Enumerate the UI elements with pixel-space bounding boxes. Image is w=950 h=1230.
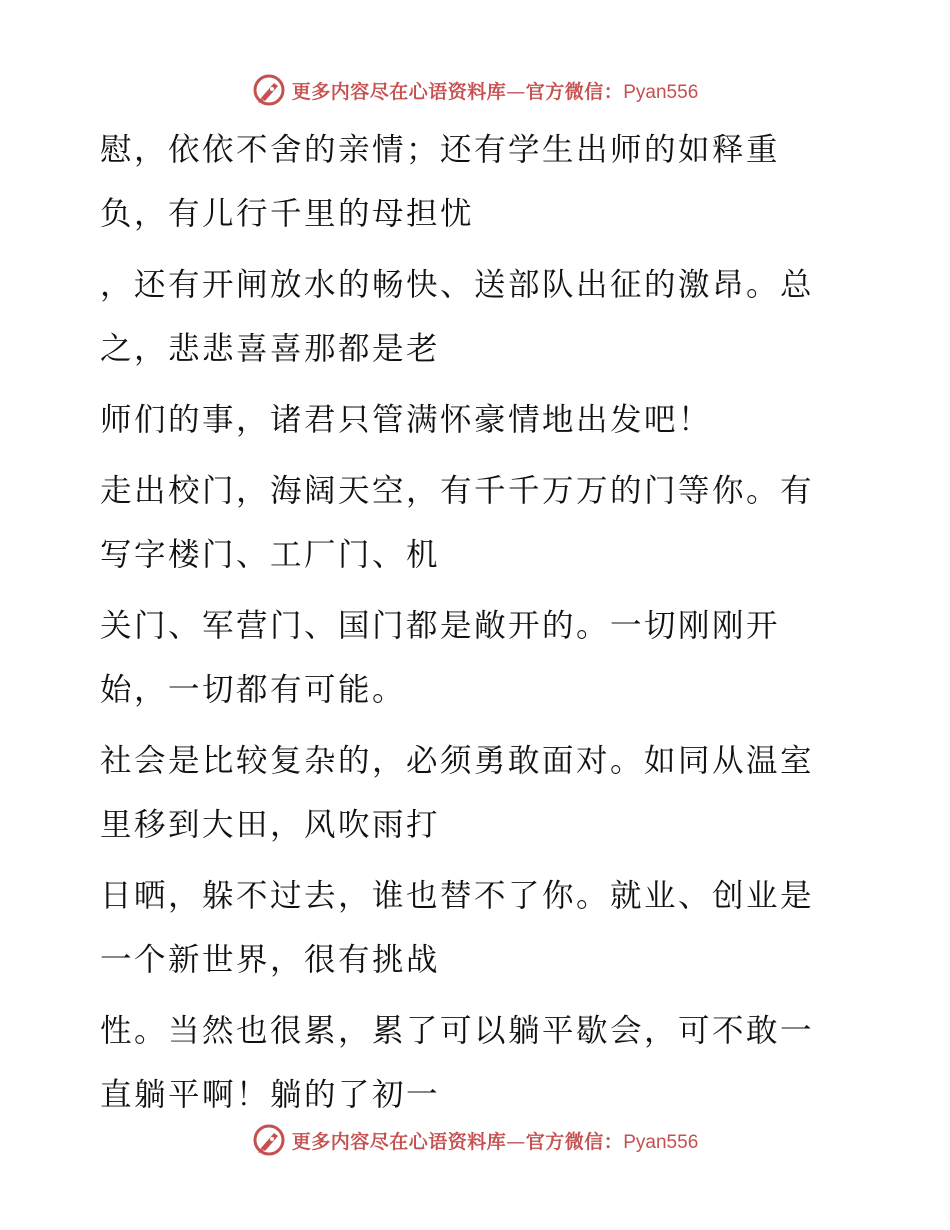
paragraph	[100, 864, 840, 992]
paragraph	[100, 388, 840, 452]
header-banner-wechat-label: 官方微信：	[525, 80, 624, 103]
text-line: 始，一切都有可能。	[100, 672, 407, 708]
header-banner-separator: —	[506, 80, 526, 103]
text-line: 直躺平啊！躺的了初一	[100, 1077, 441, 1113]
text-line: 慰，依依不舍的亲情；还有学生出师的如释重	[100, 132, 781, 168]
text-line: 走出校门，海阔天空，有千千万万的门等你。有	[100, 473, 815, 509]
document-body	[100, 118, 840, 1134]
text-line: 日晒，躲不过去，谁也替不了你。就业、创业是	[100, 878, 815, 914]
footer-banner-wechat-label: 官方微信：	[525, 1130, 624, 1153]
footer-banner	[0, 1120, 950, 1160]
text-line: 师们的事，诸君只管满怀豪情地出发吧！	[100, 402, 713, 438]
pen-logo-icon	[252, 1123, 286, 1157]
text-line: 社会是比较复杂的，必须勇敢面对。如同从温室	[100, 743, 815, 779]
footer-banner-separator: —	[506, 1130, 526, 1153]
paragraph	[100, 594, 840, 722]
paragraph	[100, 253, 840, 381]
text-line: 里移到大田，风吹雨打	[100, 807, 441, 843]
header-banner-wechat-id: Pyan556	[623, 81, 699, 103]
footer-banner-title: 更多内容尽在心语资料库	[291, 1130, 507, 1153]
paragraph	[100, 459, 840, 587]
text-line: 写字楼门、工厂门、机	[100, 537, 441, 573]
footer-banner-text	[292, 1127, 699, 1154]
header-banner-title: 更多内容尽在心语资料库	[291, 80, 507, 103]
paragraph	[100, 118, 840, 246]
text-line: ，还有开闸放水的畅快、送部队出征的激昂。总	[100, 267, 815, 303]
paragraph	[100, 999, 840, 1127]
text-line: 关门、军营门、国门都是敞开的。一切刚刚开	[100, 608, 781, 644]
header-banner-text	[292, 77, 699, 104]
text-line: 一个新世界，很有挑战	[100, 942, 441, 978]
pen-logo-icon	[252, 73, 286, 107]
paragraph	[100, 729, 840, 857]
text-line: 负，有儿行千里的母担忧	[100, 196, 475, 232]
text-line: 性。当然也很累，累了可以躺平歇会，可不敢一	[100, 1013, 815, 1049]
text-line: 之，悲悲喜喜那都是老	[100, 331, 441, 367]
footer-banner-wechat-id: Pyan556	[623, 1131, 699, 1153]
header-banner	[0, 70, 950, 110]
